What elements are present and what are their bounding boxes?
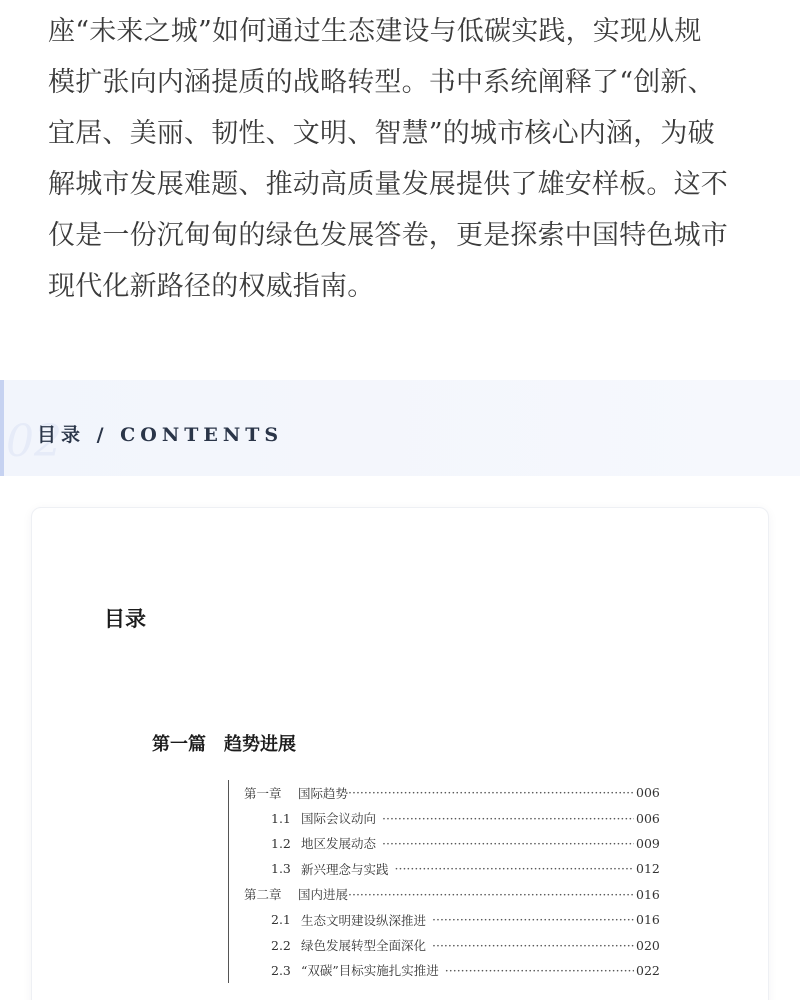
toc-entry-number: 第二章 xyxy=(244,887,282,903)
toc-entry-page: 006 xyxy=(636,785,660,801)
part-label: 第一篇 xyxy=(152,734,206,755)
toc-list xyxy=(228,780,658,983)
toc-card xyxy=(31,507,769,1000)
toc-entry-page: 012 xyxy=(636,861,660,877)
toc-entry[interactable] xyxy=(229,882,658,907)
toc-entry-page: 009 xyxy=(636,835,660,851)
toc-entry-page: 022 xyxy=(636,962,660,978)
toc-entry[interactable] xyxy=(229,856,658,881)
toc-entry-title: 生态文明建设纵深推进 xyxy=(301,912,427,928)
toc-leader-dots xyxy=(348,887,634,902)
toc-leader-dots xyxy=(348,785,634,800)
toc-entry-page: 016 xyxy=(636,912,660,928)
toc-entry-number: 2.2 xyxy=(271,937,291,953)
toc-entry-page: 006 xyxy=(636,810,660,826)
toc-entry[interactable] xyxy=(229,805,658,830)
toc-entry-page: 016 xyxy=(636,886,660,902)
toc-entry[interactable] xyxy=(229,907,658,932)
intro-line: 解城市发展难题、推动高质量发展提供了雄安样板。这不 xyxy=(48,169,728,200)
toc-leader-dots xyxy=(432,938,634,953)
toc-entry-title: 国内进展 xyxy=(298,887,349,903)
toc-leader-dots xyxy=(382,836,634,851)
toc-entry-number: 1.2 xyxy=(271,835,291,851)
toc-entry-number: 2.3 xyxy=(271,962,291,978)
toc-entry-number: 1.1 xyxy=(271,810,291,826)
toc-entry-number: 1.3 xyxy=(271,861,291,877)
toc-leader-dots xyxy=(382,811,634,826)
contents-section-header xyxy=(0,380,800,476)
toc-entry[interactable] xyxy=(229,780,658,805)
intro-text xyxy=(48,6,748,312)
toc-heading: 目录 xyxy=(104,606,146,631)
intro-line: 座“未来之城”如何通过生态建设与低碳实践，实现从规 xyxy=(48,16,702,47)
toc-entry[interactable] xyxy=(229,932,658,957)
toc-entry[interactable] xyxy=(229,958,658,983)
toc-entry-title: 国际趋势 xyxy=(298,785,349,801)
intro-line: 宜居、美丽、韧性、文明、智慧”的城市核心内涵，为破 xyxy=(48,118,715,149)
toc-entry-number: 2.1 xyxy=(271,912,291,928)
toc-entry-title: “双碳”目标实施扎实推进 xyxy=(301,963,439,979)
part-heading xyxy=(152,730,296,756)
toc-entry-title: 新兴理念与实践 xyxy=(301,861,389,877)
toc-leader-dots xyxy=(432,912,634,927)
toc-entry-number: 第一章 xyxy=(244,785,282,801)
part-title: 趋势进展 xyxy=(224,734,296,755)
toc-entry[interactable] xyxy=(229,831,658,856)
intro-line: 模扩张向内涵提质的战略转型。书中系统阐释了“创新、 xyxy=(48,67,715,98)
toc-entry-title: 绿色发展转型全面深化 xyxy=(301,938,427,954)
section-accent-bar xyxy=(0,380,4,476)
toc-entry-page: 020 xyxy=(636,937,660,953)
section-number: 02 xyxy=(6,416,62,467)
section-title: 目录 / CONTENTS xyxy=(37,424,284,446)
toc-entry-title: 国际会议动向 xyxy=(301,811,377,827)
intro-line: 仅是一份沉甸甸的绿色发展答卷，更是探索中国特色城市 xyxy=(48,220,728,251)
intro-line: 现代化新路径的权威指南。 xyxy=(48,271,375,302)
toc-entry-title: 地区发展动态 xyxy=(301,836,377,852)
toc-leader-dots xyxy=(395,861,634,876)
toc-leader-dots xyxy=(445,963,634,978)
